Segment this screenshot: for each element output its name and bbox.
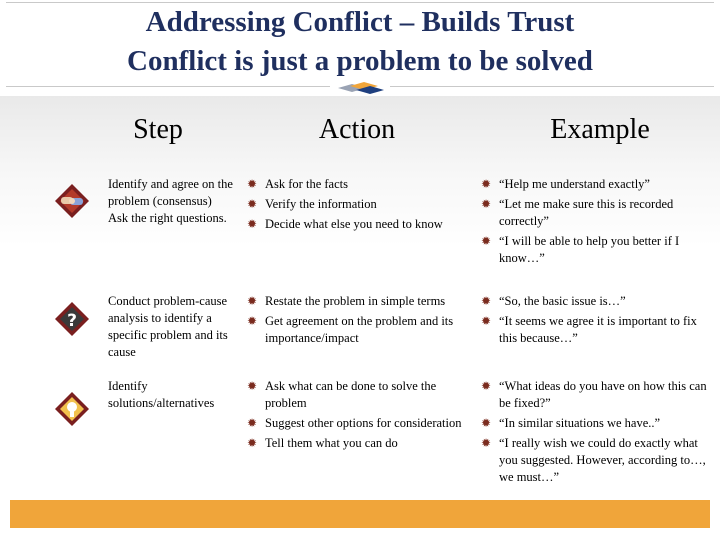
bullet-icon: ✹ bbox=[481, 197, 492, 211]
bullet-icon: ✹ bbox=[247, 436, 258, 450]
bullet-icon: ✹ bbox=[481, 379, 492, 393]
column-header-example: Example bbox=[550, 114, 650, 145]
bullet-icon: ✹ bbox=[481, 177, 492, 191]
list-item bbox=[481, 293, 711, 310]
row-2-action-1: Restate the problem in simple terms bbox=[265, 294, 446, 308]
row-3-action-2: Suggest other options for consideration bbox=[265, 416, 462, 430]
row-2-example-2: “It seems we agree it is important to fix this because…” bbox=[499, 314, 697, 345]
list-item bbox=[481, 378, 711, 412]
bullet-icon: ✹ bbox=[247, 416, 258, 430]
row-2-action-2: Get agreement on the problem and its importance/impact bbox=[265, 314, 454, 345]
list-item bbox=[247, 196, 473, 213]
row-3-example-2: “In similar situations we have..” bbox=[499, 416, 661, 430]
row-1-example-1: “Help me understand exactly” bbox=[499, 177, 650, 191]
top-rule bbox=[6, 2, 714, 3]
row-1-step: Identify and agree on the problem (consensus) Ask the right questions. bbox=[108, 177, 233, 225]
bullet-icon: ✹ bbox=[481, 294, 492, 308]
list-item bbox=[247, 435, 473, 452]
bullet-icon: ✹ bbox=[481, 234, 492, 248]
svg-text:?: ? bbox=[67, 311, 77, 331]
bullet-icon: ✹ bbox=[247, 217, 258, 231]
bullet-icon: ✹ bbox=[481, 436, 492, 450]
divider-ornament-icon bbox=[330, 81, 390, 95]
question-mark-icon bbox=[54, 301, 90, 337]
title-area bbox=[0, 0, 720, 96]
list-item bbox=[247, 415, 473, 432]
row-1-action-3: Decide what else you need to know bbox=[265, 217, 443, 231]
list-item bbox=[247, 176, 473, 193]
lightbulb-icon bbox=[54, 391, 90, 427]
row-2-step: Conduct problem-cause analysis to identify a specific problem and its cause bbox=[108, 294, 228, 359]
bullet-icon: ✹ bbox=[247, 177, 258, 191]
footer-bar bbox=[10, 500, 710, 528]
bullet-icon: ✹ bbox=[481, 314, 492, 328]
row-1-example-3: “I will be able to help you better if I know…” bbox=[499, 234, 680, 265]
list-item bbox=[481, 196, 711, 230]
row-2-examples bbox=[481, 293, 711, 350]
list-item bbox=[481, 313, 711, 347]
row-2-actions bbox=[247, 293, 473, 350]
row-1-example-2: “Let me make sure this is recorded correctly” bbox=[499, 197, 674, 228]
list-item bbox=[247, 216, 473, 233]
row-1-action-1: Ask for the facts bbox=[265, 177, 348, 191]
list-item bbox=[481, 176, 711, 193]
list-item bbox=[481, 435, 711, 486]
row-3-example-3: “I really wish we could do exactly what you suggested. However, according to…, we must…” bbox=[499, 436, 706, 484]
column-header-step: Step bbox=[133, 114, 183, 145]
row-3-step: Identify solutions/alternatives bbox=[108, 379, 215, 410]
row-3-example-1: “What ideas do you have on how this can be fixed?” bbox=[499, 379, 707, 410]
bullet-icon: ✹ bbox=[247, 294, 258, 308]
column-header-action: Action bbox=[318, 114, 396, 145]
list-item bbox=[247, 313, 473, 347]
row-3-examples bbox=[481, 378, 711, 489]
list-item bbox=[247, 378, 473, 412]
row-1-actions bbox=[247, 176, 473, 236]
list-item bbox=[481, 415, 711, 432]
bullet-icon: ✹ bbox=[481, 416, 492, 430]
list-item bbox=[481, 233, 711, 267]
row-3-action-1: Ask what can be done to solve the problem bbox=[265, 379, 437, 410]
row-3-actions bbox=[247, 378, 473, 455]
bullet-icon: ✹ bbox=[247, 314, 258, 328]
row-3-action-3: Tell them what you can do bbox=[265, 436, 398, 450]
bullet-icon: ✹ bbox=[247, 379, 258, 393]
row-2-example-1: “So, the basic issue is…” bbox=[499, 294, 626, 308]
handshake-icon bbox=[54, 183, 90, 219]
row-1-examples bbox=[481, 176, 711, 270]
row-1-action-2: Verify the information bbox=[265, 197, 377, 211]
list-item bbox=[247, 293, 473, 310]
bullet-icon: ✹ bbox=[247, 197, 258, 211]
slide-subtitle: Conflict is just a problem to be solved bbox=[127, 45, 593, 77]
slide-title: Addressing Conflict – Builds Trust bbox=[145, 6, 575, 38]
